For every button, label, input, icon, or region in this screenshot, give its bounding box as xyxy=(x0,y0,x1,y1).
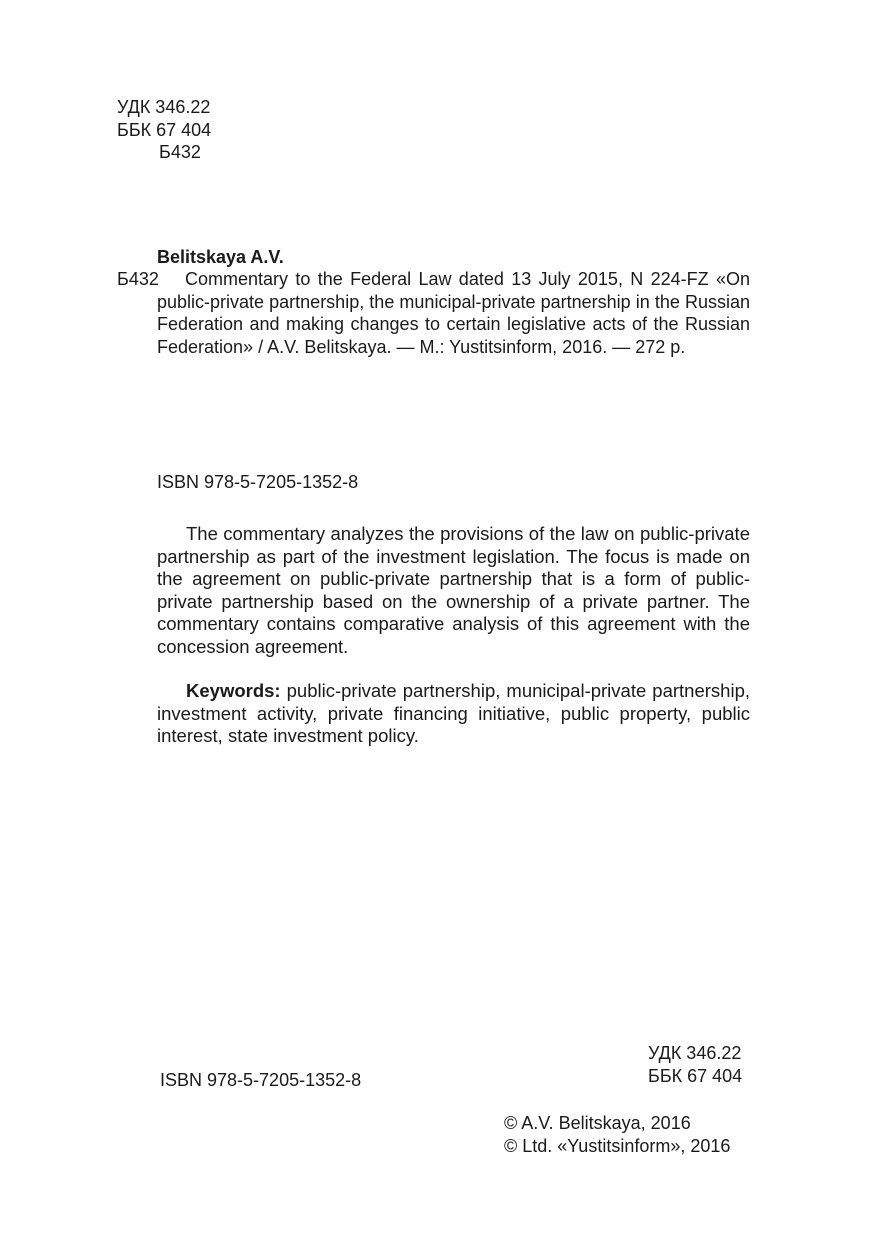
udk-code-bottom: УДК 346.22 xyxy=(648,1043,742,1063)
classification-codes-bottom xyxy=(648,1042,742,1087)
copyright-block xyxy=(504,1112,730,1157)
abstract-summary: The commentary analyzes the provisions of the law on public-private partnership as part of the investment legislation. The focus is made on the agreement on public-private partnership that is a form of public-private partnership based on the ownership of a private partner. The commentary contains comparative analysis of this agreement with the concession agreement. xyxy=(157,523,750,657)
classification-codes-top xyxy=(117,96,211,164)
abstract-keywords xyxy=(157,680,750,748)
copyright-publisher: © Ltd. «Yustitsinform», 2016 xyxy=(504,1135,731,1156)
isbn-bottom: ISBN 978-5-7205-1352-8 xyxy=(160,1070,362,1090)
author-name: Belitskaya A.V. xyxy=(157,247,284,267)
copyright-author: © A.V. Belitskaya, 2016 xyxy=(504,1113,691,1133)
bibliographic-code: Б432 xyxy=(117,269,159,289)
keywords-label: Keywords: xyxy=(186,680,281,701)
udk-code: УДК 346.22 xyxy=(117,97,211,117)
abstract xyxy=(157,523,750,748)
isbn-top: ISBN 978-5-7205-1352-8 xyxy=(157,472,359,492)
bbk-code-bottom: ББК 67 404 xyxy=(648,1065,743,1086)
bibliographic-record xyxy=(117,268,750,358)
bibliographic-text: Commentary to the Federal Law dated 13 July 2015, N 224-FZ «On public-private partnership, the municipal-private partnership in the Russian Federation and making changes to certain legislative acts of the Russian Federation» / A.V. Belitskaya. — M.: Yustitsinform, 2016. — 272 p. xyxy=(157,269,750,357)
bbk-code: ББК 67 404 xyxy=(117,119,212,140)
keywords-text: public-private partnership, municipal-private partnership, investment activity, private financing initiative, public property, public interest, state investment policy. xyxy=(157,680,750,746)
author-mark: Б432 xyxy=(159,142,201,162)
